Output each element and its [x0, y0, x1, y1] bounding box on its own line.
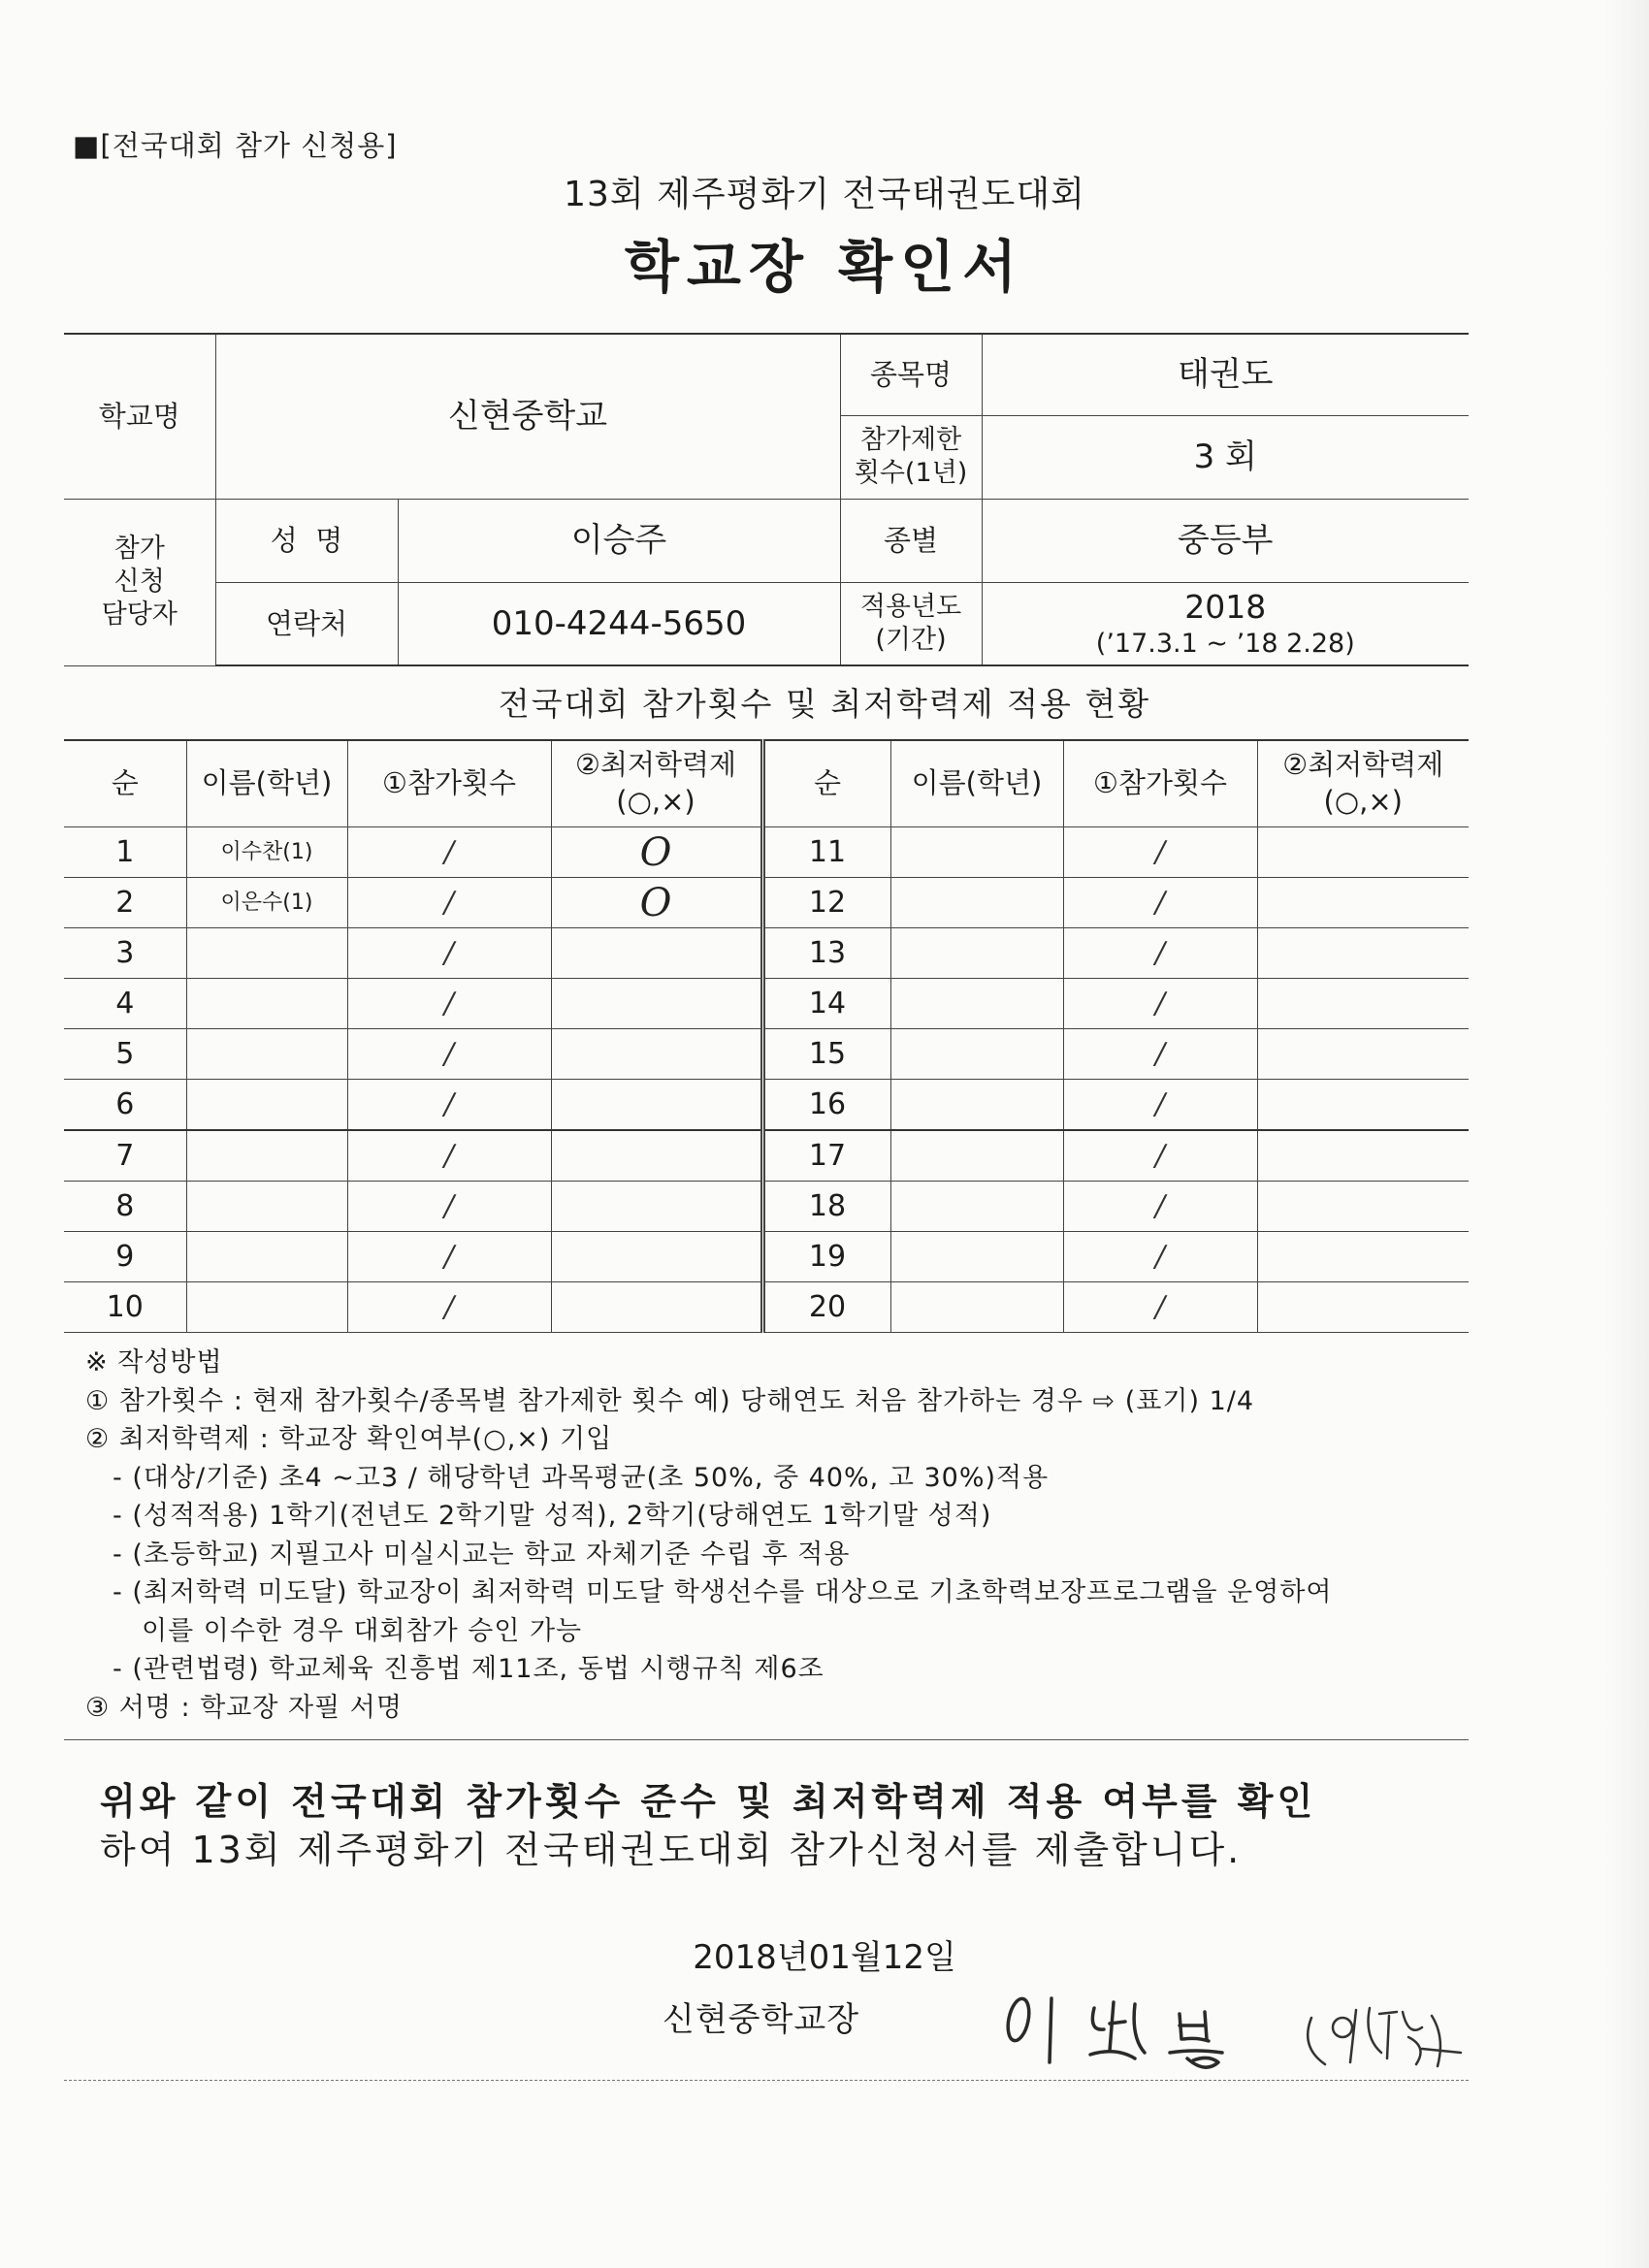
divider-top: [64, 1739, 1469, 1740]
row-count: /: [1063, 1282, 1257, 1333]
row-min-mark: O: [551, 878, 762, 928]
row-count: /: [347, 928, 551, 979]
note-item-3: ③ 서명 : 학교장 자필 서명: [85, 1692, 403, 1723]
header-min-left: [551, 740, 762, 827]
scan-edge-shadow: [1605, 0, 1649, 2268]
row-no: 4: [64, 979, 186, 1029]
row-count: /: [1063, 1232, 1257, 1282]
divider-bottom: [64, 2080, 1469, 2081]
roster-row: [64, 878, 1469, 928]
row-count: /: [1063, 1080, 1257, 1131]
roster-header-row: [64, 740, 1469, 827]
division-value: 중등부: [982, 499, 1469, 582]
contact-label-line1: 참가: [113, 534, 165, 565]
phone-label: 연락처: [215, 582, 398, 665]
row-min-mark: [1257, 878, 1469, 928]
row-min-mark: [1257, 1029, 1469, 1080]
row-count: /: [347, 827, 551, 878]
row-no: 19: [762, 1232, 890, 1282]
header-count-left: ①참가횟수: [347, 740, 551, 827]
name-label: 성 명: [215, 499, 398, 582]
instructions: [85, 1344, 1482, 1727]
roster-row: [64, 979, 1469, 1029]
row-no: 18: [762, 1182, 890, 1232]
roster-row: [64, 1232, 1469, 1282]
row-count: /: [347, 1282, 551, 1333]
note-item-2: ② 최저학력제 : 학교장 확인여부(○,×) 기입: [85, 1424, 613, 1454]
row-no: 3: [64, 928, 186, 979]
note-sub-1: - (대상/기준) 초4 ~고3 / 해당학년 과목평균(초 50%, 중 40%, 고 30%)적용: [113, 1462, 1050, 1493]
row-no: 6: [64, 1080, 186, 1131]
roster-row: [64, 1029, 1469, 1080]
row-count: /: [1063, 827, 1257, 878]
row-count: /: [347, 1130, 551, 1182]
year-value: 2018: [1184, 588, 1267, 627]
sport-label: 종목명: [840, 334, 982, 415]
row-min-mark: [551, 1080, 762, 1131]
row-min-mark: O: [551, 827, 762, 878]
form-tag: ■[전국대회 참가 신청용]: [73, 129, 398, 162]
row-count: /: [1063, 979, 1257, 1029]
row-name: [890, 1130, 1063, 1182]
header-no-left: 순: [64, 740, 186, 827]
row-count: /: [347, 1029, 551, 1080]
row-no: 16: [762, 1080, 890, 1131]
row-min-mark: [551, 1130, 762, 1182]
roster-row: [64, 827, 1469, 878]
principal-signature: [989, 1969, 1474, 2076]
row-min-mark: [551, 979, 762, 1029]
row-min-mark: [1257, 979, 1469, 1029]
year-label: [840, 582, 982, 665]
row-min-mark: [551, 928, 762, 979]
school-value: 신현중학교: [215, 334, 840, 499]
roster-table: [64, 739, 1469, 1333]
row-min-mark: [1257, 928, 1469, 979]
info-table: [64, 333, 1469, 666]
note-sub-4-cont: 이를 이수한 경우 대회참가 승인 가능: [142, 1615, 583, 1646]
roster-row: [64, 928, 1469, 979]
row-min-mark: [1257, 827, 1469, 878]
row-no: 14: [762, 979, 890, 1029]
row-count: /: [1063, 928, 1257, 979]
row-no: 20: [762, 1282, 890, 1333]
roster-row: [64, 1130, 1469, 1182]
roster-row: [64, 1080, 1469, 1131]
row-name: [890, 1282, 1063, 1333]
row-no: 2: [64, 878, 186, 928]
row-count: /: [1063, 1182, 1257, 1232]
page-title: 학교장 확인서: [624, 234, 1025, 300]
row-name: [186, 928, 347, 979]
row-no: 9: [64, 1232, 186, 1282]
row-name: [890, 928, 1063, 979]
year-label-line1: 적용년도: [859, 592, 962, 622]
row-name: [890, 979, 1063, 1029]
declaration-line2: 하여 13회 제주평화기 전국태권도대회 참가신청서를 제출합니다.: [100, 1829, 1243, 1871]
declaration-line1: 위와 같이 전국대회 참가횟수 준수 및 최저학력제 적용 여부를 확인: [100, 1780, 1317, 1823]
row-no: 13: [762, 928, 890, 979]
row-min-mark: [1257, 1282, 1469, 1333]
row-min-mark: [1257, 1182, 1469, 1232]
year-period: (’17.3.1 ~ ’18 2.28): [1095, 628, 1355, 659]
row-name: [186, 1029, 347, 1080]
principal-title: 신현중학교장: [663, 2000, 860, 2039]
row-name: 이은수(1): [186, 878, 347, 928]
declaration: [100, 1777, 1477, 1874]
contact-label-line3: 담당자: [101, 599, 178, 630]
row-no: 11: [762, 827, 890, 878]
row-count: /: [347, 1232, 551, 1282]
row-name: [186, 1182, 347, 1232]
header-min-line1: ②최저학력제: [574, 748, 737, 782]
row-name: [186, 979, 347, 1029]
limit-label-line2: 횟수(1년): [854, 458, 968, 488]
status-title: 전국대회 참가횟수 및 최저학력제 적용 현황: [498, 685, 1151, 723]
row-name: 이수찬(1): [186, 827, 347, 878]
limit-label-line1: 참가제한: [859, 425, 962, 456]
row-no: 12: [762, 878, 890, 928]
row-count: /: [347, 878, 551, 928]
row-count: /: [1063, 1029, 1257, 1080]
row-min-mark: [551, 1282, 762, 1333]
note-item-1: ① 참가횟수 : 현재 참가횟수/종목별 참가제한 횟수 예) 당해연도 처음 참가하는 경우 ⇨ (표기) 1/4: [85, 1385, 1255, 1416]
roster-row: [64, 1182, 1469, 1232]
row-count: /: [347, 1182, 551, 1232]
header-count-right: ①참가횟수: [1063, 740, 1257, 827]
header-min-line2: (○,×): [616, 785, 695, 818]
phone-value: 010-4244-5650: [398, 582, 840, 665]
row-min-mark: [1257, 1130, 1469, 1182]
row-count: /: [1063, 1130, 1257, 1182]
header-name-left: 이름(학년): [186, 740, 347, 827]
row-no: 7: [64, 1130, 186, 1182]
row-no: 8: [64, 1182, 186, 1232]
row-min-mark: [551, 1232, 762, 1282]
row-count: /: [347, 1080, 551, 1131]
row-count: /: [1063, 878, 1257, 928]
row-no: 1: [64, 827, 186, 878]
header-name-right: 이름(학년): [890, 740, 1063, 827]
note-sub-3: - (초등학교) 지필고사 미실시교는 학교 자체기준 수립 후 적용: [113, 1539, 851, 1570]
header-min-right: [1257, 740, 1469, 827]
note-sub-2: - (성적적용) 1학기(전년도 2학기말 성적), 2학기(당해연도 1학기말 성적): [113, 1501, 992, 1531]
note-sub-4: - (최저학력 미도달) 학교장이 최저학력 미도달 학생선수를 대상으로 기초학력보장프로그램을 운영하여: [113, 1577, 1333, 1607]
row-count: /: [347, 979, 551, 1029]
roster-body: [64, 827, 1469, 1333]
school-label: 학교명: [64, 334, 215, 499]
header-no-right: 순: [762, 740, 890, 827]
header-min-line2: (○,×): [1323, 785, 1403, 818]
row-min-mark: [551, 1182, 762, 1232]
division-label: 종별: [840, 499, 982, 582]
limit-value: 3 회: [982, 415, 1469, 499]
header-min-line1: ②최저학력제: [1282, 748, 1444, 782]
row-no: 5: [64, 1029, 186, 1080]
row-min-mark: [1257, 1232, 1469, 1282]
row-name: [186, 1130, 347, 1182]
name-value: 이승주: [398, 499, 840, 582]
note-sub-5: - (관련법령) 학교체육 진흥법 제11조, 동법 시행규칙 제6조: [113, 1654, 824, 1684]
roster-row: [64, 1282, 1469, 1333]
row-name: [890, 878, 1063, 928]
row-min-mark: [551, 1029, 762, 1080]
row-no: 17: [762, 1130, 890, 1182]
row-name: [890, 1080, 1063, 1131]
row-name: [890, 1029, 1063, 1080]
row-name: [890, 1182, 1063, 1232]
notes-heading: ※ 작성방법: [85, 1347, 223, 1377]
contact-label-line2: 신청: [113, 567, 165, 598]
row-name: [186, 1282, 347, 1333]
year-label-line2: (기간): [875, 624, 947, 655]
limit-label: [840, 415, 982, 499]
year-value-cell: [982, 582, 1469, 665]
row-no: 10: [64, 1282, 186, 1333]
row-name: [186, 1232, 347, 1282]
event-name: 13회 제주평화기 전국태권도대회: [564, 175, 1085, 214]
row-name: [890, 827, 1063, 878]
sport-value: 태권도: [982, 334, 1469, 415]
row-min-mark: [1257, 1080, 1469, 1131]
row-name: [890, 1232, 1063, 1282]
contact-label: [64, 499, 215, 665]
row-no: 15: [762, 1029, 890, 1080]
row-name: [186, 1080, 347, 1131]
issue-date: 2018년01월12일: [693, 1938, 956, 1977]
